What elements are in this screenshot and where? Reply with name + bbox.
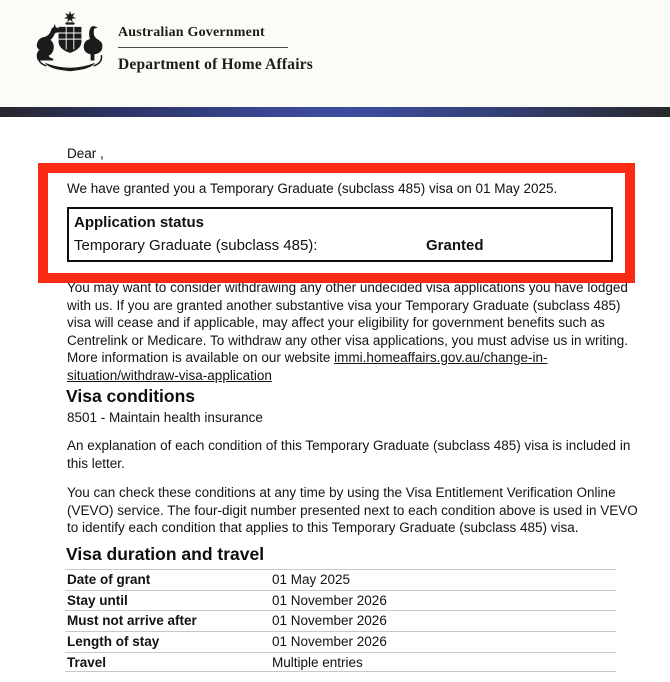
withdraw-text: You may want to consider withdrawing any other undecided visa applications you have lodged with us. If you are granted another substantive visa your Temporary Graduate (subclass 485) visa will cease and if applicable, may affect your eligibility for government benefits such as Centrelink or Medicare. To withdraw any other visa applications, you must advise us in writing. More information is available on our website <box>67 280 629 366</box>
row-value: Multiple entries <box>272 654 363 670</box>
duration-heading: Visa duration and travel <box>66 544 265 564</box>
kangaroo-icon <box>37 24 60 61</box>
australian-coat-of-arms-icon <box>28 6 112 86</box>
letterhead-divider <box>118 47 288 48</box>
row-label: Travel <box>67 654 107 670</box>
banner-gradient-bar <box>0 107 670 117</box>
application-status-box <box>67 207 613 262</box>
withdraw-visa-link[interactable]: immi.homeaffairs.gov.au/change-in-situation/withdraw-visa-application <box>67 350 548 383</box>
status-box-title: Application status <box>74 214 205 231</box>
vevo-paragraph: You can check these conditions at any time by using the Visa Entitlement Verification Online (VEVO) service. The four-digit number presented next to each condition above is used in VEVO to identify each condition that applies to this Temporary Graduate (subclass 485) visa. <box>67 485 638 536</box>
table-row <box>65 569 616 590</box>
row-label: Must not arrive after <box>67 613 197 629</box>
scroll-icon <box>45 63 95 71</box>
letterhead <box>0 0 670 107</box>
grant-statement: We have granted you a Temporary Graduate (subclass 485) visa on 01 May 2025. <box>67 181 558 196</box>
status-visa-label: Temporary Graduate (subclass 485): <box>74 237 318 254</box>
visa-duration-table <box>65 569 616 672</box>
table-row <box>65 590 616 611</box>
commonwealth-star-icon <box>64 11 76 23</box>
row-label: Length of stay <box>67 634 160 650</box>
condition-explanation: An explanation of each condition of this Temporary Graduate (subclass 485) visa is included in this letter. <box>67 438 631 471</box>
table-row <box>65 631 616 652</box>
letterhead-titles <box>118 25 313 74</box>
row-label: Date of grant <box>67 572 151 587</box>
row-value: 01 November 2026 <box>272 592 387 608</box>
table-row <box>65 652 616 673</box>
row-label: Stay until <box>67 592 128 608</box>
department-title: Department of Home Affairs <box>118 56 314 73</box>
condition-8501: 8501 - Maintain health insurance <box>67 410 263 425</box>
row-value: 01 November 2026 <box>272 634 387 650</box>
row-value: 01 May 2025 <box>272 572 351 587</box>
emu-icon <box>84 26 103 60</box>
government-title: Australian Government <box>118 25 265 40</box>
withdraw-paragraph <box>67 279 636 385</box>
row-value: 01 November 2026 <box>272 613 387 629</box>
visa-conditions-heading: Visa conditions <box>66 386 196 406</box>
table-row <box>65 610 616 631</box>
salutation: Dear , <box>67 146 104 161</box>
status-value: Granted <box>426 237 484 254</box>
status-row <box>74 234 606 258</box>
shield-icon <box>59 27 82 53</box>
